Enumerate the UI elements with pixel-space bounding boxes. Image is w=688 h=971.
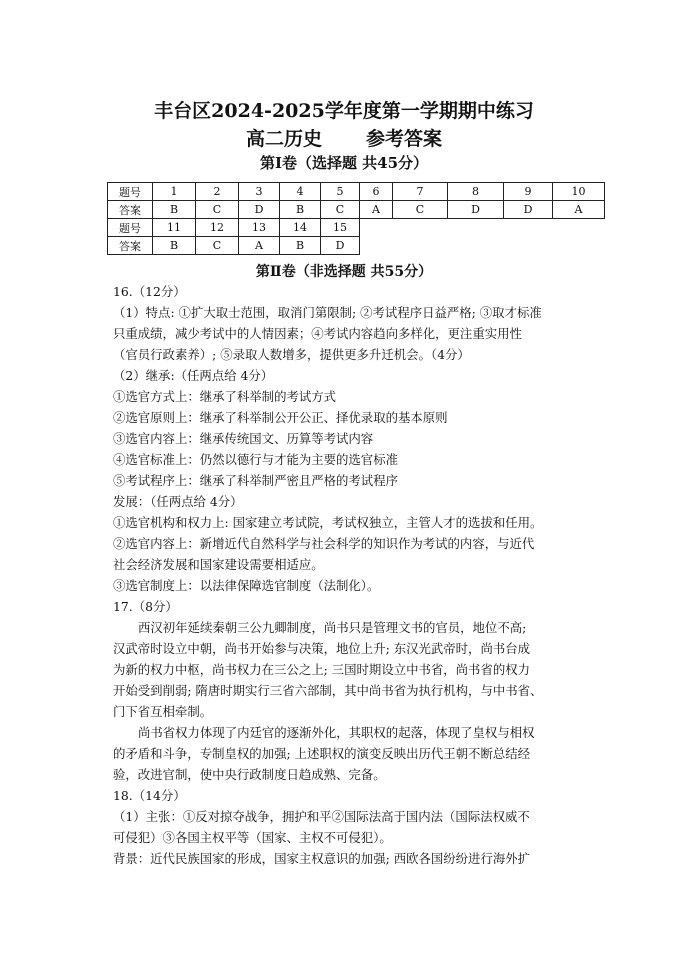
subject-name: 高二历史 [245,128,322,150]
question-18-heading: 18.（14分） [113,788,186,803]
question-number-header: 题号 [108,219,153,237]
multiple-choice-answer-table [107,182,605,255]
question-number: 10 [553,183,605,201]
answer-line: ②选官内容上：新增近代自然科学与社会科学的知识作为考试的内容，与近代 [113,536,535,551]
answer-line: 的矛盾和斗争，专制皇权的加强; 上述职权的演变反映出历代王朝不断总结经 [113,746,531,761]
answer-cell: D [239,201,280,219]
answer-key-label: 参考答案 [366,128,443,150]
question-number: 3 [239,183,280,201]
question-number: 13 [239,219,280,237]
answer-cell: C [393,201,448,219]
answer-line: （1）特点: ①扩大取士范围，取消门第限制; ②考试程序日益严格; ③取才标准 [113,305,542,320]
answer-line: 尚书省权力体现了内廷官的逐渐外化，其职权的起落，体现了皇权与相权 [138,725,535,740]
answer-cell: A [360,201,393,219]
question-number: 2 [196,183,239,201]
answer-cell: D [448,201,504,219]
answer-line: 只重成绩，减少考试中的人情因素；④考试内容趋向多样化，更注重实用性 [113,326,522,341]
answer-cell: C [196,237,239,255]
answer-cell: A [239,237,280,255]
question-number: 8 [448,183,504,201]
answer-line: ①选官方式上：继承了科举制的考试方式 [113,389,337,404]
question-number: 4 [280,183,321,201]
answer-line: （官员行政素养）; ⑤录取人数增多，提供更多升迁机会。（4分） [113,347,470,362]
answer-cell: B [153,201,196,219]
table-row [108,183,605,201]
question-16-heading: 16.（12分） [113,284,186,299]
document-title: 丰台区2024-2025学年度第一学期期中练习 [154,100,534,122]
question-number: 6 [360,183,393,201]
answer-cell: B [153,237,196,255]
answer-cell: C [321,201,360,219]
question-number: 14 [280,219,321,237]
answer-line: ①选官机构和权力上: 国家建立考试院，考试权独立，主管人才的选拔和任用。 [113,515,543,530]
answer-text-body [113,281,593,869]
answer-line: 背景：近代民族国家的形成，国家主权意识的加强; 西欧各国纷纷进行海外扩 [113,851,531,866]
table-row [108,201,605,219]
question-number: 7 [393,183,448,201]
part1-heading: 第Ⅰ卷（选择题 共45分） [259,154,429,172]
question-number: 11 [153,219,196,237]
question-number: 5 [321,183,360,201]
answer-header: 答案 [108,201,153,219]
answer-header: 答案 [108,237,153,255]
subject-line [0,124,688,151]
question-number: 9 [504,183,553,201]
answer-line: 汉武帝时设立中朝，尚书开始参与决策，地位上升; 东汉光武帝时，尚书台成 [113,641,531,656]
part2-heading: 第Ⅱ卷（非选择题 共55分） [255,264,433,280]
answer-line: （1）主张：①反对掠夺战争，拥护和平②国际法高于国内法（国际法权威不 [113,809,530,824]
answer-line: 为新的权力中枢，尚书权力在三公之上; 三国时期设立中书省，尚书省的权力 [113,662,531,677]
answer-line: ④选官标准上：仍然以德行与才能为主要的选官标准 [113,452,398,467]
table-row [108,237,605,255]
answer-line: 社会经济发展和国家建设需要相适应。 [113,557,324,572]
question-number-header: 题号 [108,183,153,201]
answer-line: ②选官原则上：继承了科举制公开公正、择优录取的基本原则 [113,410,448,425]
answer-line: ③选官制度上：以法律保障选官制度（法制化）。 [113,578,380,593]
answer-line: 发展：（任两点给 4分） [113,494,243,509]
answer-line: 可侵犯）③各国主权平等（国家、主权不可侵犯）。 [113,830,392,845]
answer-cell: B [280,237,321,255]
question-number: 12 [196,219,239,237]
question-number: 15 [321,219,360,237]
question-number: 1 [153,183,196,201]
answer-line: ⑤考试程序上：继承了科举制严密且严格的考试程序 [113,473,398,488]
answer-cell: A [553,201,605,219]
question-17-heading: 17.（8分） [113,599,178,614]
table-row [108,219,605,237]
answer-line: 西汉初年延续秦朝三公九卿制度，尚书只是管理文书的官员，地位不高; [138,620,527,635]
answer-cell: B [280,201,321,219]
answer-line: （2）继承:（任两点给 4分） [113,368,274,383]
answer-cell: D [321,237,360,255]
answer-line: ③选官内容上：继承传统国文、历算等考试内容 [113,431,374,446]
answer-line: 验，改进官制，使中央行政制度日趋成熟、完备。 [113,767,386,782]
answer-line: 开始受到削弱; 隋唐时期实行三省六部制，其中尚书省为执行机构，与中书省、 [113,683,543,698]
answer-cell: C [196,201,239,219]
answer-line: 门下省互相牵制。 [113,704,213,719]
answer-cell: D [504,201,553,219]
